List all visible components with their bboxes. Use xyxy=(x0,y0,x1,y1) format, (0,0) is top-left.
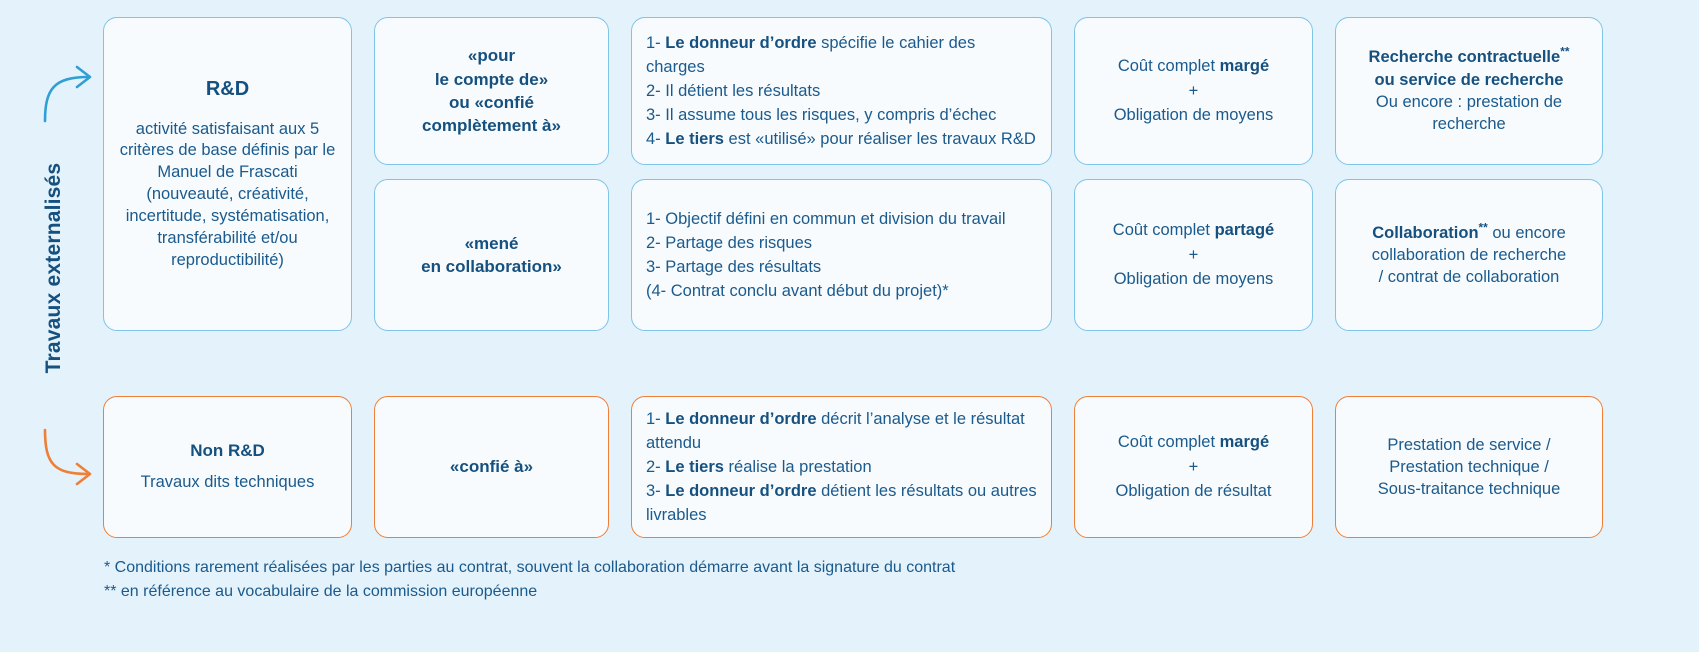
card-criteria-collaboration xyxy=(631,179,1052,331)
phrase-collaboration xyxy=(389,232,594,279)
outcome-bold-line xyxy=(1350,46,1588,68)
criteria-rest: Partage des résultats xyxy=(665,258,822,276)
cost-bold: partagé xyxy=(1214,220,1275,239)
criteria-rest: Partage des risques xyxy=(665,233,813,252)
criteria-bold: Le donneur d’ordre xyxy=(665,482,817,501)
rnd-description: activité satisfaisant aux 5 critères de base définis par le Manuel de Frascati (nouveauté, créativité, incertitude, systématisation, transférabilité et/ou reproductibilité) xyxy=(119,119,336,270)
outcome-plain-line: Ou encore : prestation de xyxy=(1375,93,1563,111)
criteria-item xyxy=(646,479,1037,527)
criteria-number: 3- xyxy=(646,106,661,125)
outcome-collaboration xyxy=(1350,222,1588,289)
cost-obligation: Obligation de résultat xyxy=(1115,482,1272,501)
criteria-item xyxy=(646,207,1037,231)
outcome-plain-line: Prestation technique / xyxy=(1389,457,1549,476)
outcome-plain-line: recherche xyxy=(1432,115,1506,134)
criteria-rest: Objectif défini en commun et division du travail xyxy=(665,209,1006,228)
outcome-plain-line: Prestation de service / xyxy=(1387,435,1551,454)
cost-stack-service xyxy=(1089,430,1298,504)
cost-plus: + xyxy=(1188,245,1199,264)
outcome-bold-1: Collaboration xyxy=(1372,223,1479,242)
phrase-line-3: ou «confié xyxy=(448,93,534,112)
cost-stack-contractual xyxy=(1089,54,1298,128)
criteria-number: 4- xyxy=(646,130,661,149)
criteria-number: (4- xyxy=(646,282,667,301)
cost-lead: Coût complet xyxy=(1112,220,1215,239)
outcome-service xyxy=(1350,434,1588,501)
criteria-rest: Il détient les résultats xyxy=(665,81,821,100)
cost-line xyxy=(1089,430,1298,455)
non-rnd-description: Travaux dits techniques xyxy=(140,473,315,492)
criteria-number: 3- xyxy=(646,482,661,501)
outcome-plain-line: / contrat de collaboration xyxy=(1378,268,1560,287)
criteria-rest: Il assume tous les risques, y compris d’échec xyxy=(665,106,997,125)
cost-plus: + xyxy=(1188,457,1199,476)
card-cost-contractual xyxy=(1074,17,1313,165)
cost-bold: margé xyxy=(1219,432,1270,451)
criteria-number: 1- xyxy=(646,209,661,228)
criteria-item xyxy=(646,31,1037,79)
card-category-non-rnd xyxy=(103,396,352,538)
row1-category-spacer xyxy=(103,17,352,165)
row-collaboration xyxy=(103,179,1683,331)
cost-lead: Coût complet xyxy=(1117,56,1220,75)
criteria-rest: est «utilisé» pour réaliser les travaux R&D xyxy=(723,130,1036,149)
criteria-number: 1- xyxy=(646,409,661,428)
card-outcome-service xyxy=(1335,396,1603,538)
criteria-item xyxy=(646,79,1037,103)
criteria-bold: Le donneur d’ordre xyxy=(665,409,817,428)
outcome-contractual xyxy=(1350,46,1588,135)
criteria-item xyxy=(646,407,1037,455)
outcome-superscript: ** xyxy=(1560,44,1570,59)
card-cost-service xyxy=(1074,396,1313,538)
outcome-plain-line: collaboration de recherche xyxy=(1371,245,1567,264)
outcome-bold-line xyxy=(1350,69,1588,91)
criteria-rest: détient les résultats ou autres livrables xyxy=(646,482,1037,525)
outcome-bold-2: ou service de recherche xyxy=(1374,70,1564,89)
criteria-number: 2- xyxy=(646,233,661,252)
cost-line xyxy=(1089,54,1298,79)
criteria-bold: Le tiers xyxy=(665,457,724,476)
criteria-item xyxy=(646,255,1037,279)
criteria-bold: Le donneur d’ordre xyxy=(665,33,817,52)
non-rnd-title: Non R&D xyxy=(190,440,265,460)
phrase-line-2: le compte de» xyxy=(434,69,549,89)
criteria-rest: spécifie le cahier des charges xyxy=(646,33,976,76)
card-criteria-contractual xyxy=(631,17,1052,165)
criteria-item xyxy=(646,279,1037,303)
outcome-superscript: ** xyxy=(1478,220,1488,235)
outcome-plain-line: Sous-traitance technique xyxy=(1377,480,1561,499)
card-cost-collaboration xyxy=(1074,179,1313,331)
criteria-number: 3- xyxy=(646,258,661,276)
footnote-double-asterisk: ** en référence au vocabulaire de la commission européenne xyxy=(104,583,538,600)
row-service-provision xyxy=(103,396,1683,538)
phrase-line-4: complètement à» xyxy=(422,116,561,136)
criteria-list-contractual xyxy=(646,31,1037,151)
outcome-bold-1: Recherche contractuelle xyxy=(1368,48,1561,67)
arrow-rnd-icon xyxy=(40,55,102,125)
criteria-rest: réalise la prestation xyxy=(723,457,872,476)
row2-category-spacer xyxy=(103,179,352,331)
cost-stack-collaboration xyxy=(1089,218,1298,292)
criteria-rest: Contrat conclu avant début du projet)* xyxy=(670,282,949,301)
criteria-item xyxy=(646,127,1037,151)
phrase-contractual xyxy=(389,44,594,138)
cost-obligation: Obligation de moyens xyxy=(1113,270,1274,289)
criteria-list-collaboration xyxy=(646,207,1037,303)
cost-line xyxy=(1089,218,1298,243)
criteria-bold: Le tiers xyxy=(665,130,724,149)
cost-bold: margé xyxy=(1219,56,1270,75)
cost-plus: + xyxy=(1188,81,1199,100)
card-phrase-contractual xyxy=(374,17,609,165)
footnote-single-asterisk: * Conditions rarement réalisées par les parties au contrat, souvent la collaboration démarre avant la signature du contrat xyxy=(104,559,956,576)
criteria-item xyxy=(646,231,1037,255)
outcome-inline-rest: ou encore xyxy=(1487,223,1566,242)
arrow-non-rnd-icon xyxy=(40,422,102,492)
phrase-service: «confié à» xyxy=(449,457,534,477)
phrase-line-1: «mené xyxy=(464,233,519,253)
row-contractual-research xyxy=(103,17,1683,165)
footnotes xyxy=(104,556,955,604)
criteria-number: 1- xyxy=(646,33,661,52)
axis-label-travaux-externalises: Travaux externalisés xyxy=(42,162,65,374)
outcome-bold-line xyxy=(1350,222,1588,244)
criteria-item xyxy=(646,103,1037,127)
criteria-list-service xyxy=(646,407,1037,527)
cost-lead: Coût complet xyxy=(1117,432,1220,451)
card-phrase-service xyxy=(374,396,609,538)
criteria-number: 2- xyxy=(646,457,661,476)
card-outcome-collaboration xyxy=(1335,179,1603,331)
card-criteria-service xyxy=(631,396,1052,538)
cost-obligation: Obligation de moyens xyxy=(1113,106,1274,125)
criteria-item xyxy=(646,455,1037,479)
criteria-number: 2- xyxy=(646,81,661,100)
phrase-line-2: en collaboration» xyxy=(421,257,562,276)
card-phrase-collaboration xyxy=(374,179,609,331)
card-outcome-contractual xyxy=(1335,17,1603,165)
phrase-line-1: «pour xyxy=(467,46,516,66)
rnd-title: R&D xyxy=(205,77,250,100)
criteria-rest: décrit l’analyse et le résultat attendu xyxy=(646,409,1025,452)
